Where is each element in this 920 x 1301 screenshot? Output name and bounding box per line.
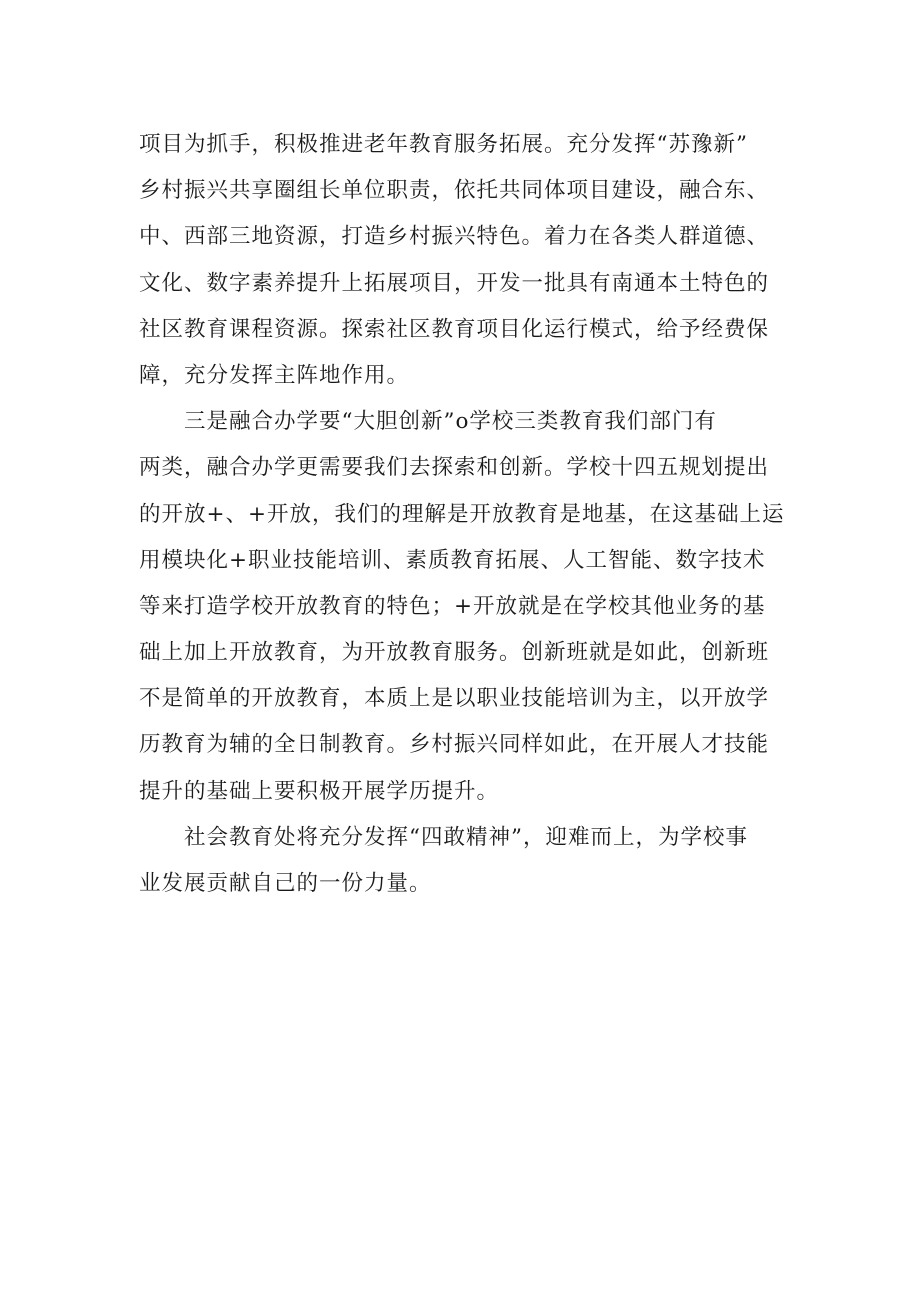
paragraph-2 bbox=[139, 399, 789, 815]
text-line: 的开放+、+开放，我们的理解是开放教育是地基，在这基础上运 bbox=[139, 501, 785, 527]
text-line: 三是融合办学要“大胆创新”o学校三类教育我们部门有 bbox=[139, 409, 717, 435]
text-line: 历教育为辅的全日制教育。乡村振兴同样如此，在开展人才技能 bbox=[139, 732, 770, 758]
text-line: 等来打造学校开放教育的特色；+开放就是在学校其他业务的基 bbox=[139, 593, 766, 619]
text-line: 不是简单的开放教育，本质上是以职业技能培训为主，以开放学 bbox=[139, 686, 770, 712]
text-line: 业发展贡献自己的一份力量。 bbox=[139, 871, 432, 896]
text-line: 社区教育课程资源。探索社区教育项目化运行模式，给予经费保 bbox=[139, 316, 770, 342]
text-line: 提升的基础上要积极开展学历提升。 bbox=[139, 778, 500, 804]
text-line: 社会教育处将充分发挥“四敢精神”，迎难而上，为学校事 bbox=[139, 824, 748, 850]
paragraph-1 bbox=[139, 122, 789, 399]
text-line: 中、西部三地资源，打造乡村振兴特色。着力在各类人群道德、 bbox=[139, 224, 770, 250]
text-line: 障，充分发挥主阵地作用。 bbox=[139, 362, 410, 388]
document-body bbox=[139, 122, 789, 907]
text-line: 文化、数字素养提升上拓展项目，开发一批具有南通本土特色的 bbox=[139, 270, 770, 296]
text-line: 乡村振兴共享圈组长单位职责，依托共同体项目建设，融合东、 bbox=[139, 178, 770, 204]
text-line: 项目为抓手，积极推进老年教育服务拓展。充分发挥“苏豫新” bbox=[139, 132, 748, 157]
text-line: 用模块化+职业技能培训、素质教育拓展、人工智能、数字技术 bbox=[139, 547, 766, 573]
paragraph-3 bbox=[139, 815, 789, 907]
text-line: 础上加上开放教育，为开放教育服务。创新班就是如此，创新班 bbox=[139, 640, 770, 666]
text-line: 两类，融合办学更需要我们去探索和创新。学校十四五规划提出 bbox=[139, 455, 770, 481]
